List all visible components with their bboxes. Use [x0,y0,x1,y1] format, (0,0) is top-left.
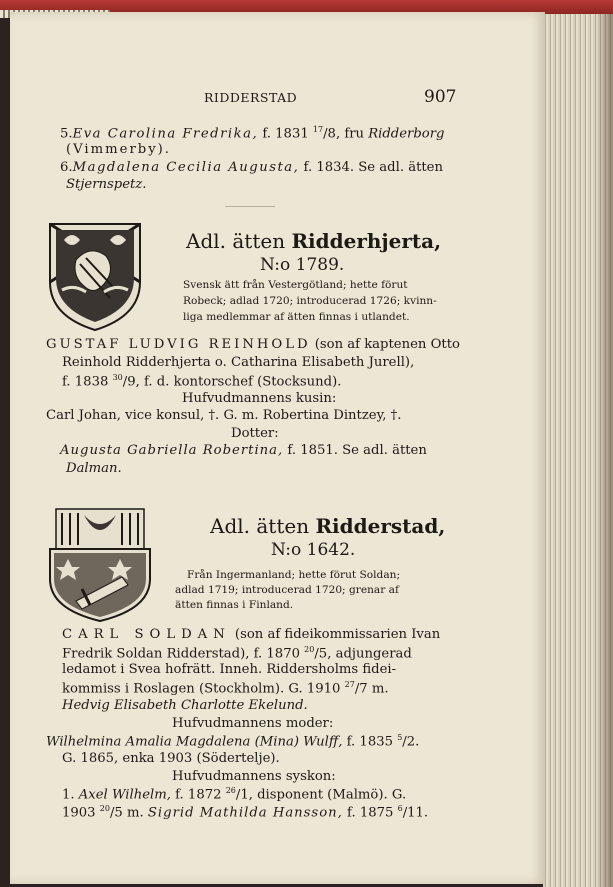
section2-desc-3: ätten finnas i Finland. [175,599,294,611]
page-number: 907 [424,87,457,107]
section2-wife: Hedvig Elisabeth Charlotte Ekelund. [62,698,308,713]
ridderstad-coat-of-arms [46,505,154,623]
section2-line-3: ledamot i Svea hofrätt. Inneh. Riddersholms fidei- [62,662,397,677]
section2-siblings-header: Hufvudmannens syskon: [172,769,336,784]
section1-desc-2: Robeck; adlad 1720; introducerad 1726; kvinn- [183,295,437,307]
intro-line-4: Stjernspetz. [66,177,147,192]
section2-title: Adl. ätten Ridderstad, [210,514,446,538]
section2-line-2: Fredrik Soldan Ridderstad), f. 1870 $^{20}$/5, adjungerad [62,645,412,662]
section2-head: CARL SOLDAN (son af fideikommissarien Ivan [62,627,441,642]
section1-desc-3: liga medlemmar af ätten finnas i utlandet. [183,311,410,323]
section1-cousin: Carl Johan, vice konsul, †. G. m. Robertina Dintzey, †. [46,408,402,423]
section2-desc-2: adlad 1719; introducerad 1720; grenar af [175,584,399,596]
section2-mother: Wilhelmina Amalia Magdalena (Mina) Wulff, f. 1835 $^5$/2. [46,733,420,750]
ridderhjerta-coat-of-arms [46,220,144,332]
section1-line-3: f. 1838 $^{30}$/9, f. d. kontorschef (Stocksund). [62,373,342,390]
section2-line-4: kommiss i Roslagen (Stockholm). G. 1910 $^{27}$/7 m. [62,680,389,697]
section2-mother-header: Hufvudmannens moder: [172,716,334,731]
section2-sibling-1-cont: 1903 $^{20}$/5 m. Sigrid Mathilda Hansson, f. 1875 $^6$/11. [62,804,429,821]
intro-line-1: 5.Eva Carolina Fredrika, f. 1831 $^{17}$/8, fru Ridderborg [60,125,445,142]
section1-head: GUSTAF LUDVIG REINHOLD (son af kaptenen Otto [46,337,460,352]
section1-daughter-cont: Dalman. [66,461,122,476]
section1-daughter: Augusta Gabriella Robertina, f. 1851. Se adl. ätten [60,443,427,458]
section1-desc-1: Svensk ätt från Vestergötland; hette förut [183,279,408,291]
section1-cousin-header: Hufvudmannens kusin: [182,391,337,406]
running-title: RIDDERSTAD [204,90,298,105]
divider [225,206,275,207]
section1-title: Adl. ätten Ridderhjerta, [186,229,442,253]
section2-mother-cont: G. 1865, enka 1903 (Södertelje). [62,751,280,766]
intro-line-3: 6.Magdalena Cecilia Augusta, f. 1834. Se adl. ätten [60,160,443,175]
section1-line-2: Reinhold Ridderhjerta o. Catharina Elisabeth Jurell), [62,355,415,370]
intro-line-2: (Vimmerby). [66,142,172,157]
section2-desc-1: Från Ingermanland; hette förut Soldan; [187,569,401,581]
section1-number: N:o 1789. [260,255,345,275]
section2-number: N:o 1642. [271,540,356,560]
section1-daughter-header: Dotter: [231,426,279,441]
page-edge-shadow [595,14,613,887]
section2-sibling-1: 1. Axel Wilhelm, f. 1872 $^{26}$/1, disponent (Malmö). G. [62,786,407,803]
